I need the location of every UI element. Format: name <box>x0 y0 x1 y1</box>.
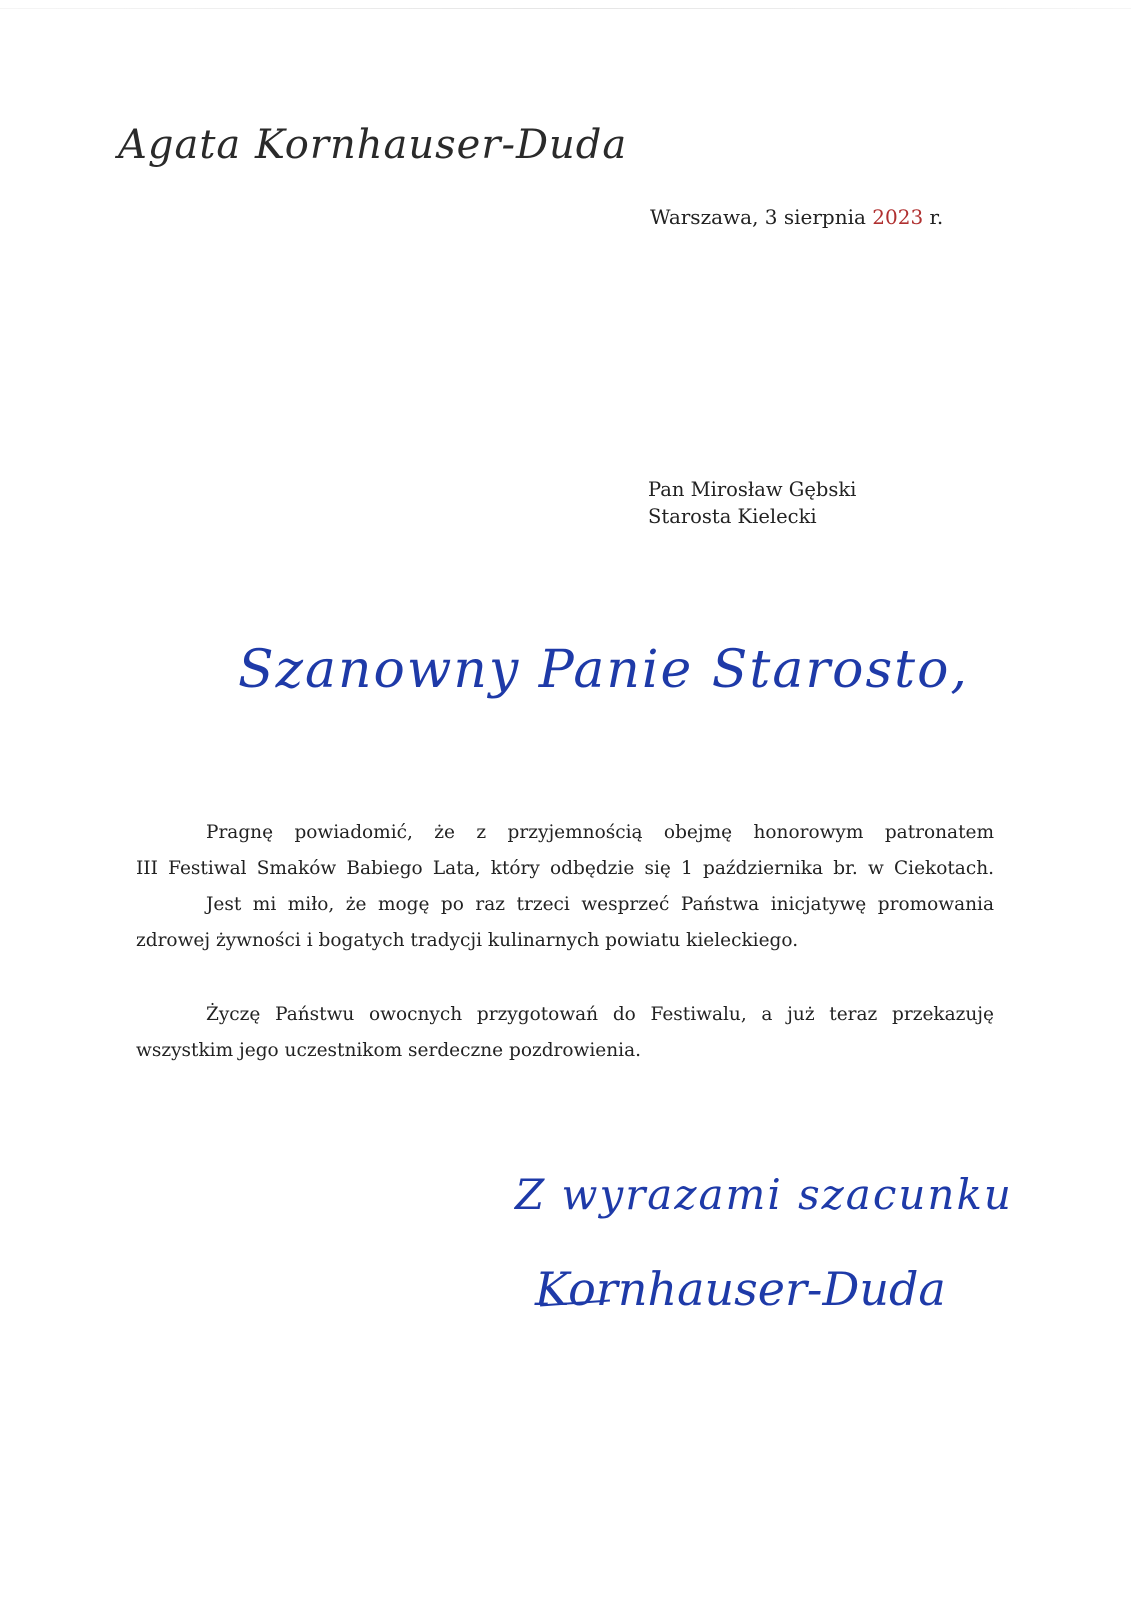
handwritten-salutation: Szanowny Panie Starosto, <box>238 640 969 700</box>
body-paragraph-2 <box>136 997 994 1069</box>
handwritten-signature: Kornhauser-Duda <box>535 1262 946 1316</box>
paragraph-1-line-3: Jest mi miło, że mogę po raz trzeci wesprzeć Państwa inicjatywę promowania <box>206 894 994 915</box>
handwritten-closing: Z wyrazami szacunku <box>515 1170 1013 1219</box>
letterhead-name: Agata Kornhauser-Duda <box>118 122 628 168</box>
addressee-title: Starosta Kielecki <box>648 505 817 528</box>
date-suffix: r. <box>923 205 944 229</box>
paragraph-2-line-1: Życzę Państwu owocnych przygotowań do Festiwalu, a już teraz przekazuję <box>206 1004 994 1025</box>
paragraph-2-line-2: wszystkim jego uczestnikom serdeczne pozdrowienia. <box>136 1040 641 1061</box>
paragraph-1-line-2: III Festiwal Smaków Babiego Lata, który odbędzie się 1 października br. w Ciekotach. <box>136 858 994 879</box>
paragraph-1-line-4: zdrowej żywności i bogatych tradycji kulinarnych powiatu kieleckiego. <box>136 930 799 951</box>
date-prefix: Warszawa, 3 sierpnia <box>650 205 873 229</box>
addressee-block <box>648 476 856 530</box>
body-paragraph-1 <box>136 815 994 959</box>
date-year: 2023 <box>872 205 924 229</box>
letter-date <box>650 205 943 229</box>
paragraph-1-line-1: Pragnę powiadomić, że z przyjemnością obejmę honorowym patronatem <box>206 822 994 843</box>
addressee-name: Pan Mirosław Gębski <box>648 478 857 501</box>
scan-edge <box>0 8 1131 9</box>
